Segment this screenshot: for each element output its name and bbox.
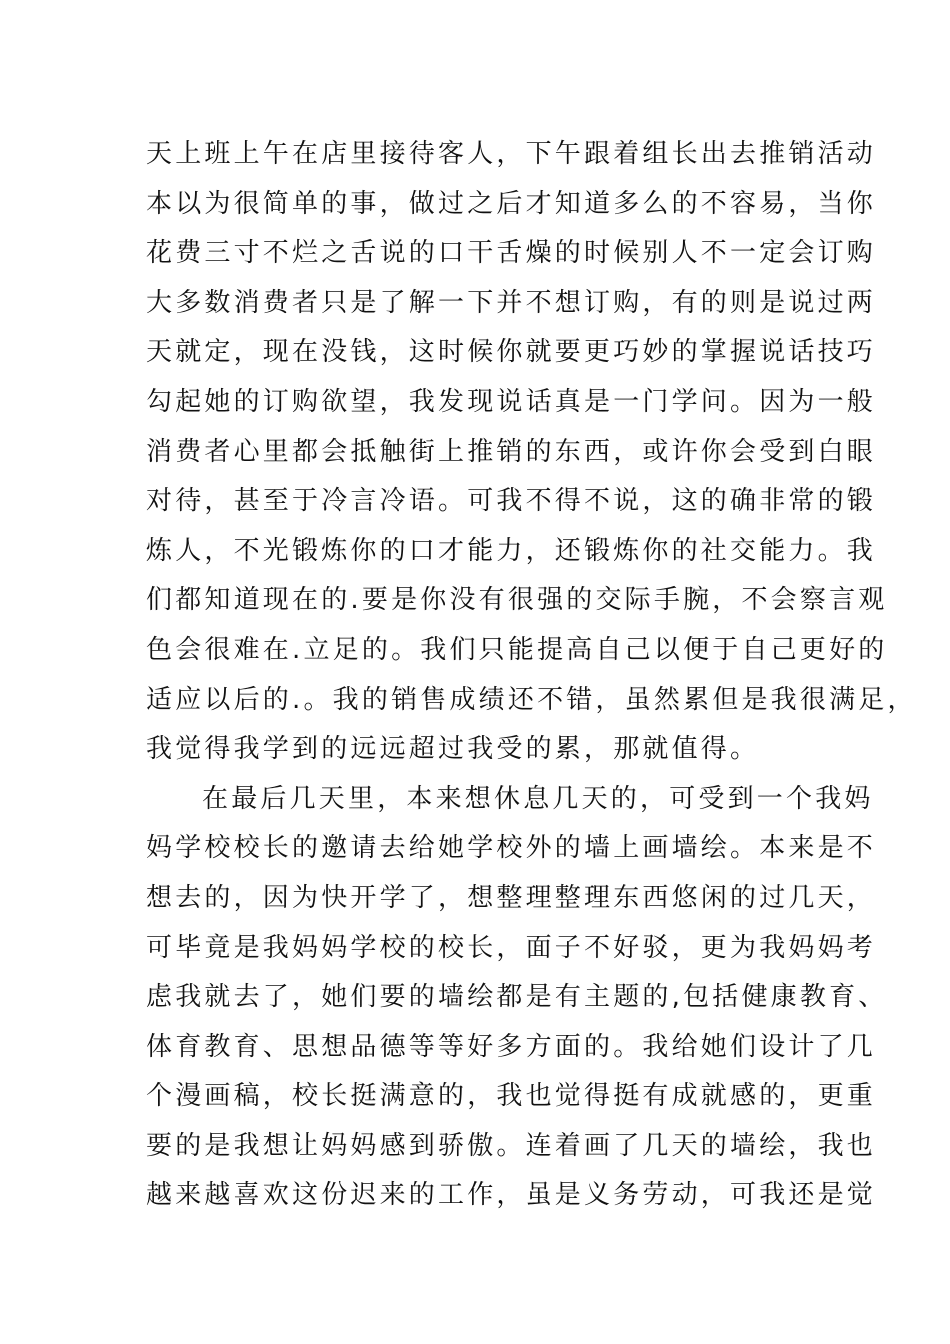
text-line: 可毕竟是我妈妈学校的校长，面子不好驳，更为我妈妈考 <box>146 932 877 963</box>
text-line: 大多数消费者只是了解一下并不想订购，有的则是说过两 <box>146 287 877 318</box>
text-line: 要的是我想让妈妈感到骄傲。连着画了几天的墙绘，我也 <box>146 1130 877 1161</box>
text-line: 消费者心里都会抵触街上推销的东西，或许你会受到白眼 <box>146 436 877 467</box>
text-line: 花费三寸不烂之舌说的口干舌燥的时候别人不一定会订购 <box>146 238 877 269</box>
text-line: 勾起她的订购欲望，我发现说话真是一门学问。因为一般 <box>146 386 877 417</box>
text-line: 天就定，现在没钱，这时候你就要更巧妙的掌握说话技巧 <box>146 337 877 368</box>
body-text <box>146 130 917 1221</box>
text-line: 对待，甚至于冷言冷语。可我不得不说，这的确非常的锻 <box>146 486 877 517</box>
text-line: 想去的，因为快开学了，想整理整理东西悠闲的过几天， <box>146 882 877 913</box>
text-line: 妈学校校长的邀请去给她学校外的墙上画墙绘。本来是不 <box>146 833 877 864</box>
text-line: 我觉得我学到的远远超过我受的累，那就值得。 <box>146 734 760 765</box>
text-line: 们都知道现在的.要是你没有很强的交际手腕，不会察言观 <box>146 585 888 616</box>
text-line: 体育教育、思想品德等等好多方面的。我给她们设计了几 <box>146 1031 877 1062</box>
text-line: 越来越喜欢这份迟来的工作，虽是义务劳动，可我还是觉 <box>146 1180 877 1211</box>
text-line: 本以为很简单的事，做过之后才知道多么的不容易，当你 <box>146 188 877 219</box>
text-line: 虑我就去了，她们要的墙绘都是有主题的,包括健康教育、 <box>146 982 888 1013</box>
text-line: 天上班上午在店里接待客人，下午跟着组长出去推销活动 <box>146 139 877 169</box>
text-line: 色会很难在.立足的。我们只能提高自己以便于自己更好的 <box>146 634 888 665</box>
text-line: 炼人，不光锻炼你的口才能力，还锻炼你的社交能力。我 <box>146 535 877 566</box>
text-line: 个漫画稿，校长挺满意的，我也觉得挺有成就感的，更重 <box>146 1081 877 1112</box>
text-line: 适应以后的.。我的销售成绩还不错，虽然累但是我很满足， <box>146 684 917 715</box>
paragraph-first-line: 在最后几天里，本来想休息几天的，可受到一个我妈 <box>202 783 874 814</box>
